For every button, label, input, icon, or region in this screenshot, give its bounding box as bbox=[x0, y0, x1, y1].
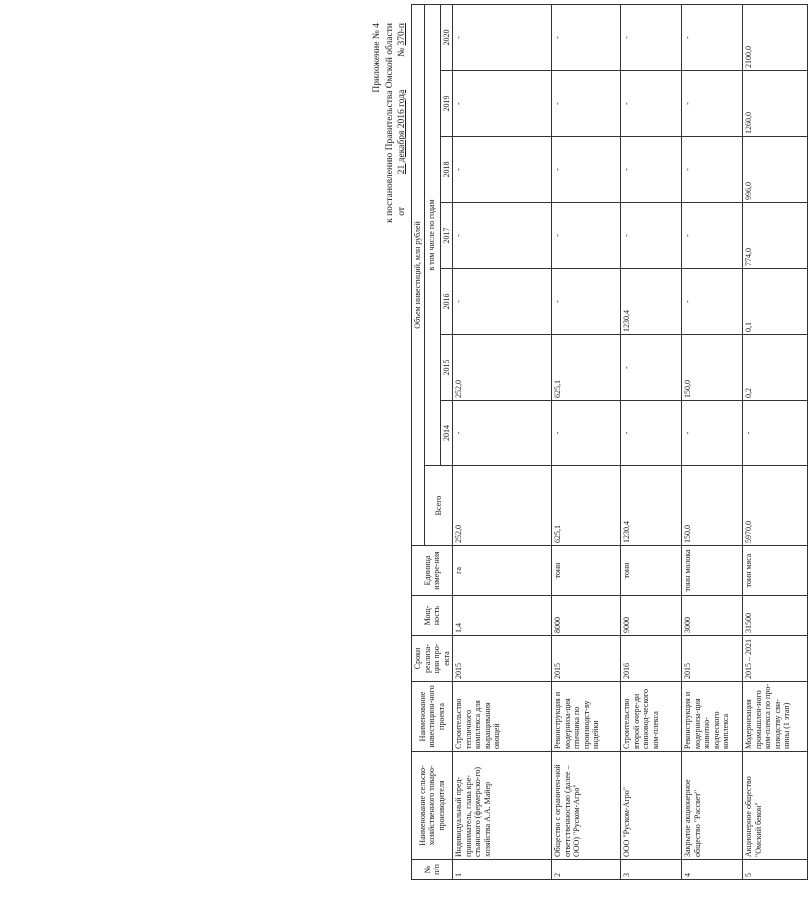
cell-year-value: - bbox=[743, 401, 808, 466]
cell-unit: тонн bbox=[621, 546, 682, 596]
cell-total: 150,0 bbox=[682, 466, 743, 546]
cell-name: Закрытое акционерное общество "Рассвет" bbox=[682, 752, 743, 860]
col-header-year: 2020 bbox=[440, 4, 453, 70]
from-label: от bbox=[397, 206, 407, 216]
cell-year-value: - bbox=[453, 203, 552, 269]
cell-total: 1230,4 bbox=[621, 466, 682, 546]
cell-year-value: 252,0 bbox=[453, 335, 552, 401]
cell-capacity: 31500 bbox=[743, 596, 808, 636]
cell-num: 1 bbox=[453, 860, 552, 880]
cell-year-value: - bbox=[552, 4, 621, 70]
table-row bbox=[682, 4, 743, 879]
cell-capacity: 1,4 bbox=[453, 596, 552, 636]
cell-year-value: - bbox=[552, 137, 621, 203]
cell-year-value: - bbox=[621, 4, 682, 70]
cell-num: 2 bbox=[552, 860, 621, 880]
cell-name: Индивидуальный пред-приниматель, глава кре-стьянского (фермерско-го) хозяйства А.А. Майер bbox=[453, 752, 552, 860]
cell-project: Реконструкция и модерниза-ция птичника по производст-ву индейки bbox=[552, 682, 621, 752]
col-header-year: 2016 bbox=[440, 269, 453, 335]
cell-total: 252,0 bbox=[453, 466, 552, 546]
cell-unit: тонн мяса bbox=[743, 546, 808, 596]
cell-year-value: 150,0 bbox=[682, 335, 743, 401]
cell-unit: тонн bbox=[552, 546, 621, 596]
cell-terms: 2015 bbox=[552, 636, 621, 682]
cell-year-value: 2100,0 bbox=[743, 4, 808, 70]
cell-capacity: 3000 bbox=[682, 596, 743, 636]
cell-num: 5 bbox=[743, 860, 808, 880]
cell-project: Строительство тепличного комплекса для выращивания овощей bbox=[453, 682, 552, 752]
cell-name: Общество с ограничен-ной ответственностью (далее – ООО) "Руском-Агро" bbox=[552, 752, 621, 860]
col-header-year: 2018 bbox=[440, 137, 453, 203]
col-header-year: 2019 bbox=[440, 71, 453, 137]
table-body bbox=[453, 4, 808, 879]
cell-project: Реконструкция и модерниза-ция животно-водческого комплекса bbox=[682, 682, 743, 752]
cell-year-value: - bbox=[682, 269, 743, 335]
resolution-number: 370-п bbox=[397, 23, 407, 46]
col-header-year: 2014 bbox=[440, 401, 453, 466]
investment-projects-table bbox=[411, 4, 808, 880]
cell-name: Акционерное общество "Омский бекон" bbox=[743, 752, 808, 860]
appendix-title: Приложение № 4 bbox=[372, 23, 382, 93]
cell-year-value: - bbox=[621, 203, 682, 269]
col-header-name: Наименование сельско-хозяйственного товаро-производителя bbox=[412, 752, 453, 860]
cell-unit: тонн молока bbox=[682, 546, 743, 596]
cell-unit: га bbox=[453, 546, 552, 596]
cell-terms: 2015 bbox=[453, 636, 552, 682]
cell-terms: 2015 bbox=[682, 636, 743, 682]
col-header-total: Всего bbox=[424, 466, 453, 546]
cell-year-value: - bbox=[552, 269, 621, 335]
cell-year-value: 0,1 bbox=[743, 269, 808, 335]
cell-year-value: - bbox=[682, 71, 743, 137]
col-header-project: Наименование инвестицион-ного проекта bbox=[412, 682, 453, 752]
table-row bbox=[552, 4, 621, 879]
resolution-date: 21 декабря 2016 года bbox=[397, 89, 407, 175]
table-header bbox=[412, 4, 453, 879]
cell-year-value: - bbox=[682, 4, 743, 70]
col-header-by-years: в том числе по годам bbox=[424, 4, 440, 465]
cell-num: 4 bbox=[682, 860, 743, 880]
cell-year-value: - bbox=[552, 203, 621, 269]
cell-year-value: - bbox=[453, 137, 552, 203]
resolution-reference: к постановлению Правительства Омской области bbox=[384, 23, 395, 223]
cell-total: 625,1 bbox=[552, 466, 621, 546]
cell-year-value: 0,2 bbox=[743, 335, 808, 401]
col-header-capacity: Мощ-ность bbox=[412, 596, 453, 636]
number-label: № bbox=[397, 47, 407, 57]
cell-year-value: - bbox=[621, 401, 682, 466]
document-header bbox=[371, 23, 409, 223]
cell-terms: 2016 bbox=[621, 636, 682, 682]
cell-total: 5970,0 bbox=[743, 466, 808, 546]
col-header-year: 2015 bbox=[440, 335, 453, 401]
cell-capacity: 9000 bbox=[621, 596, 682, 636]
cell-year-value: 774,0 bbox=[743, 203, 808, 269]
cell-year-value: - bbox=[453, 269, 552, 335]
col-header-num: № п/п bbox=[412, 860, 453, 880]
cell-year-value: - bbox=[552, 71, 621, 137]
cell-year-value: - bbox=[453, 4, 552, 70]
cell-year-value: - bbox=[621, 335, 682, 401]
cell-year-value: - bbox=[621, 71, 682, 137]
cell-project: Модернизация промышлен-ного ком-плекса по про-изводству сви-нины (1 этап) bbox=[743, 682, 808, 752]
rotated-page bbox=[371, 5, 791, 880]
col-header-year: 2017 bbox=[440, 203, 453, 269]
col-header-volume: Объем инвестиций, млн рублей bbox=[412, 4, 425, 545]
cell-year-value: - bbox=[453, 401, 552, 466]
cell-year-value: 625,1 bbox=[552, 335, 621, 401]
cell-name: ООО "Руском-Агро" bbox=[621, 752, 682, 860]
cell-capacity: 8000 bbox=[552, 596, 621, 636]
resolution-date-line bbox=[396, 23, 409, 223]
cell-year-value: - bbox=[453, 71, 552, 137]
cell-year-value: 1260,0 bbox=[743, 71, 808, 137]
cell-year-value: 1230,4 bbox=[621, 269, 682, 335]
cell-num: 3 bbox=[621, 860, 682, 880]
cell-year-value: - bbox=[682, 401, 743, 466]
cell-year-value: - bbox=[621, 137, 682, 203]
cell-year-value: - bbox=[682, 137, 743, 203]
cell-project: Строительство второй очере-ди свиновод-ческого ком-плекса bbox=[621, 682, 682, 752]
table-row bbox=[453, 4, 552, 879]
col-header-terms: Сроки реализа-ции про-екта bbox=[412, 636, 453, 682]
cell-year-value: 996,0 bbox=[743, 137, 808, 203]
cell-year-value: - bbox=[682, 203, 743, 269]
cell-year-value: - bbox=[552, 401, 621, 466]
cell-terms: 2015 – 2021 bbox=[743, 636, 808, 682]
col-header-unit: Единица измере-ния bbox=[412, 546, 453, 596]
table-row bbox=[743, 4, 808, 879]
table-row bbox=[621, 4, 682, 879]
